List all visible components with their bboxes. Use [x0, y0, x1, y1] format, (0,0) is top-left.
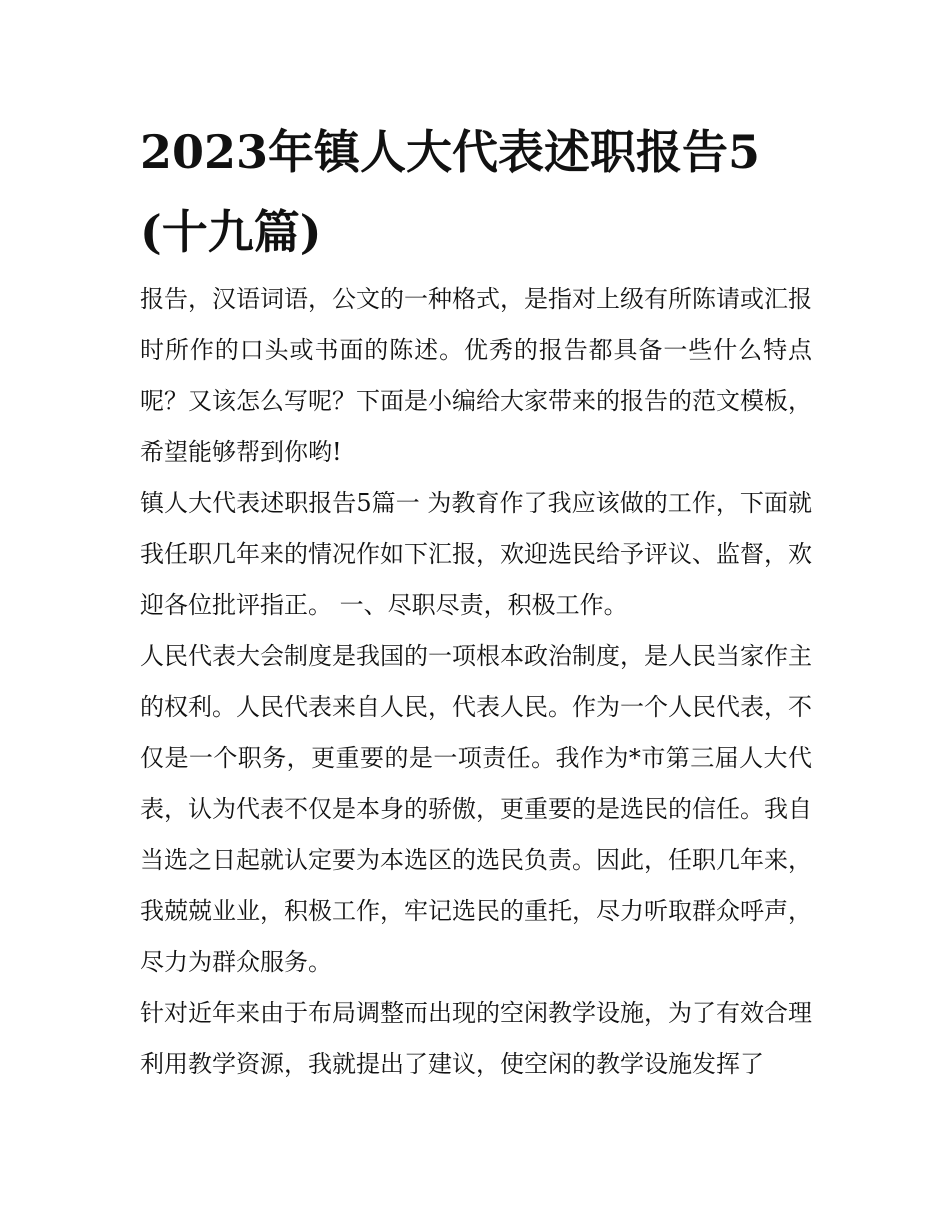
paragraph-section-one: 镇人大代表述职报告5篇一 为教育作了我应该做的工作，下面就我任职几年来的情况作如下汇报，欢迎选民给予评议、监督，欢迎各位批评指正。 一、尽职尽责，积极工作。 [140, 489, 812, 619]
paragraph-intro: 报告，汉语词语，公文的一种格式，是指对上级有所陈请或汇报时所作的口头或书面的陈述。优秀的报告都具备一些什么特点呢？又该怎么写呢？下面是小编给大家带来的报告的范文模板，希望能够帮到你哟! [140, 285, 812, 466]
paragraph-teaching-facilities: 针对近年来由于布局调整而出现的空闲教学设施，为了有效合理利用教学资源，我就提出了建议，使空闲的教学设施发挥了 [140, 999, 812, 1078]
document-body [140, 112, 812, 1090]
paragraph-people-congress: 人民代表大会制度是我国的一项根本政治制度，是人民当家作主的权利。人民代表来自人民，代表人民。作为一个人民代表，不仅是一个职务，更重要的是一项责任。我作为*市第三届人大代表，认为代表不仅是本身的骄傲，更重要的是选民的信任。我自当选之日起就认定要为本选区的选民负责。因此，任职几年来，我兢兢业业，积极工作，牢记选民的重托，尽力听取群众呼声，尽力为群众服务。 [140, 642, 812, 976]
document-title: 2023年镇人大代表述职报告5(十九篇) [140, 125, 761, 259]
